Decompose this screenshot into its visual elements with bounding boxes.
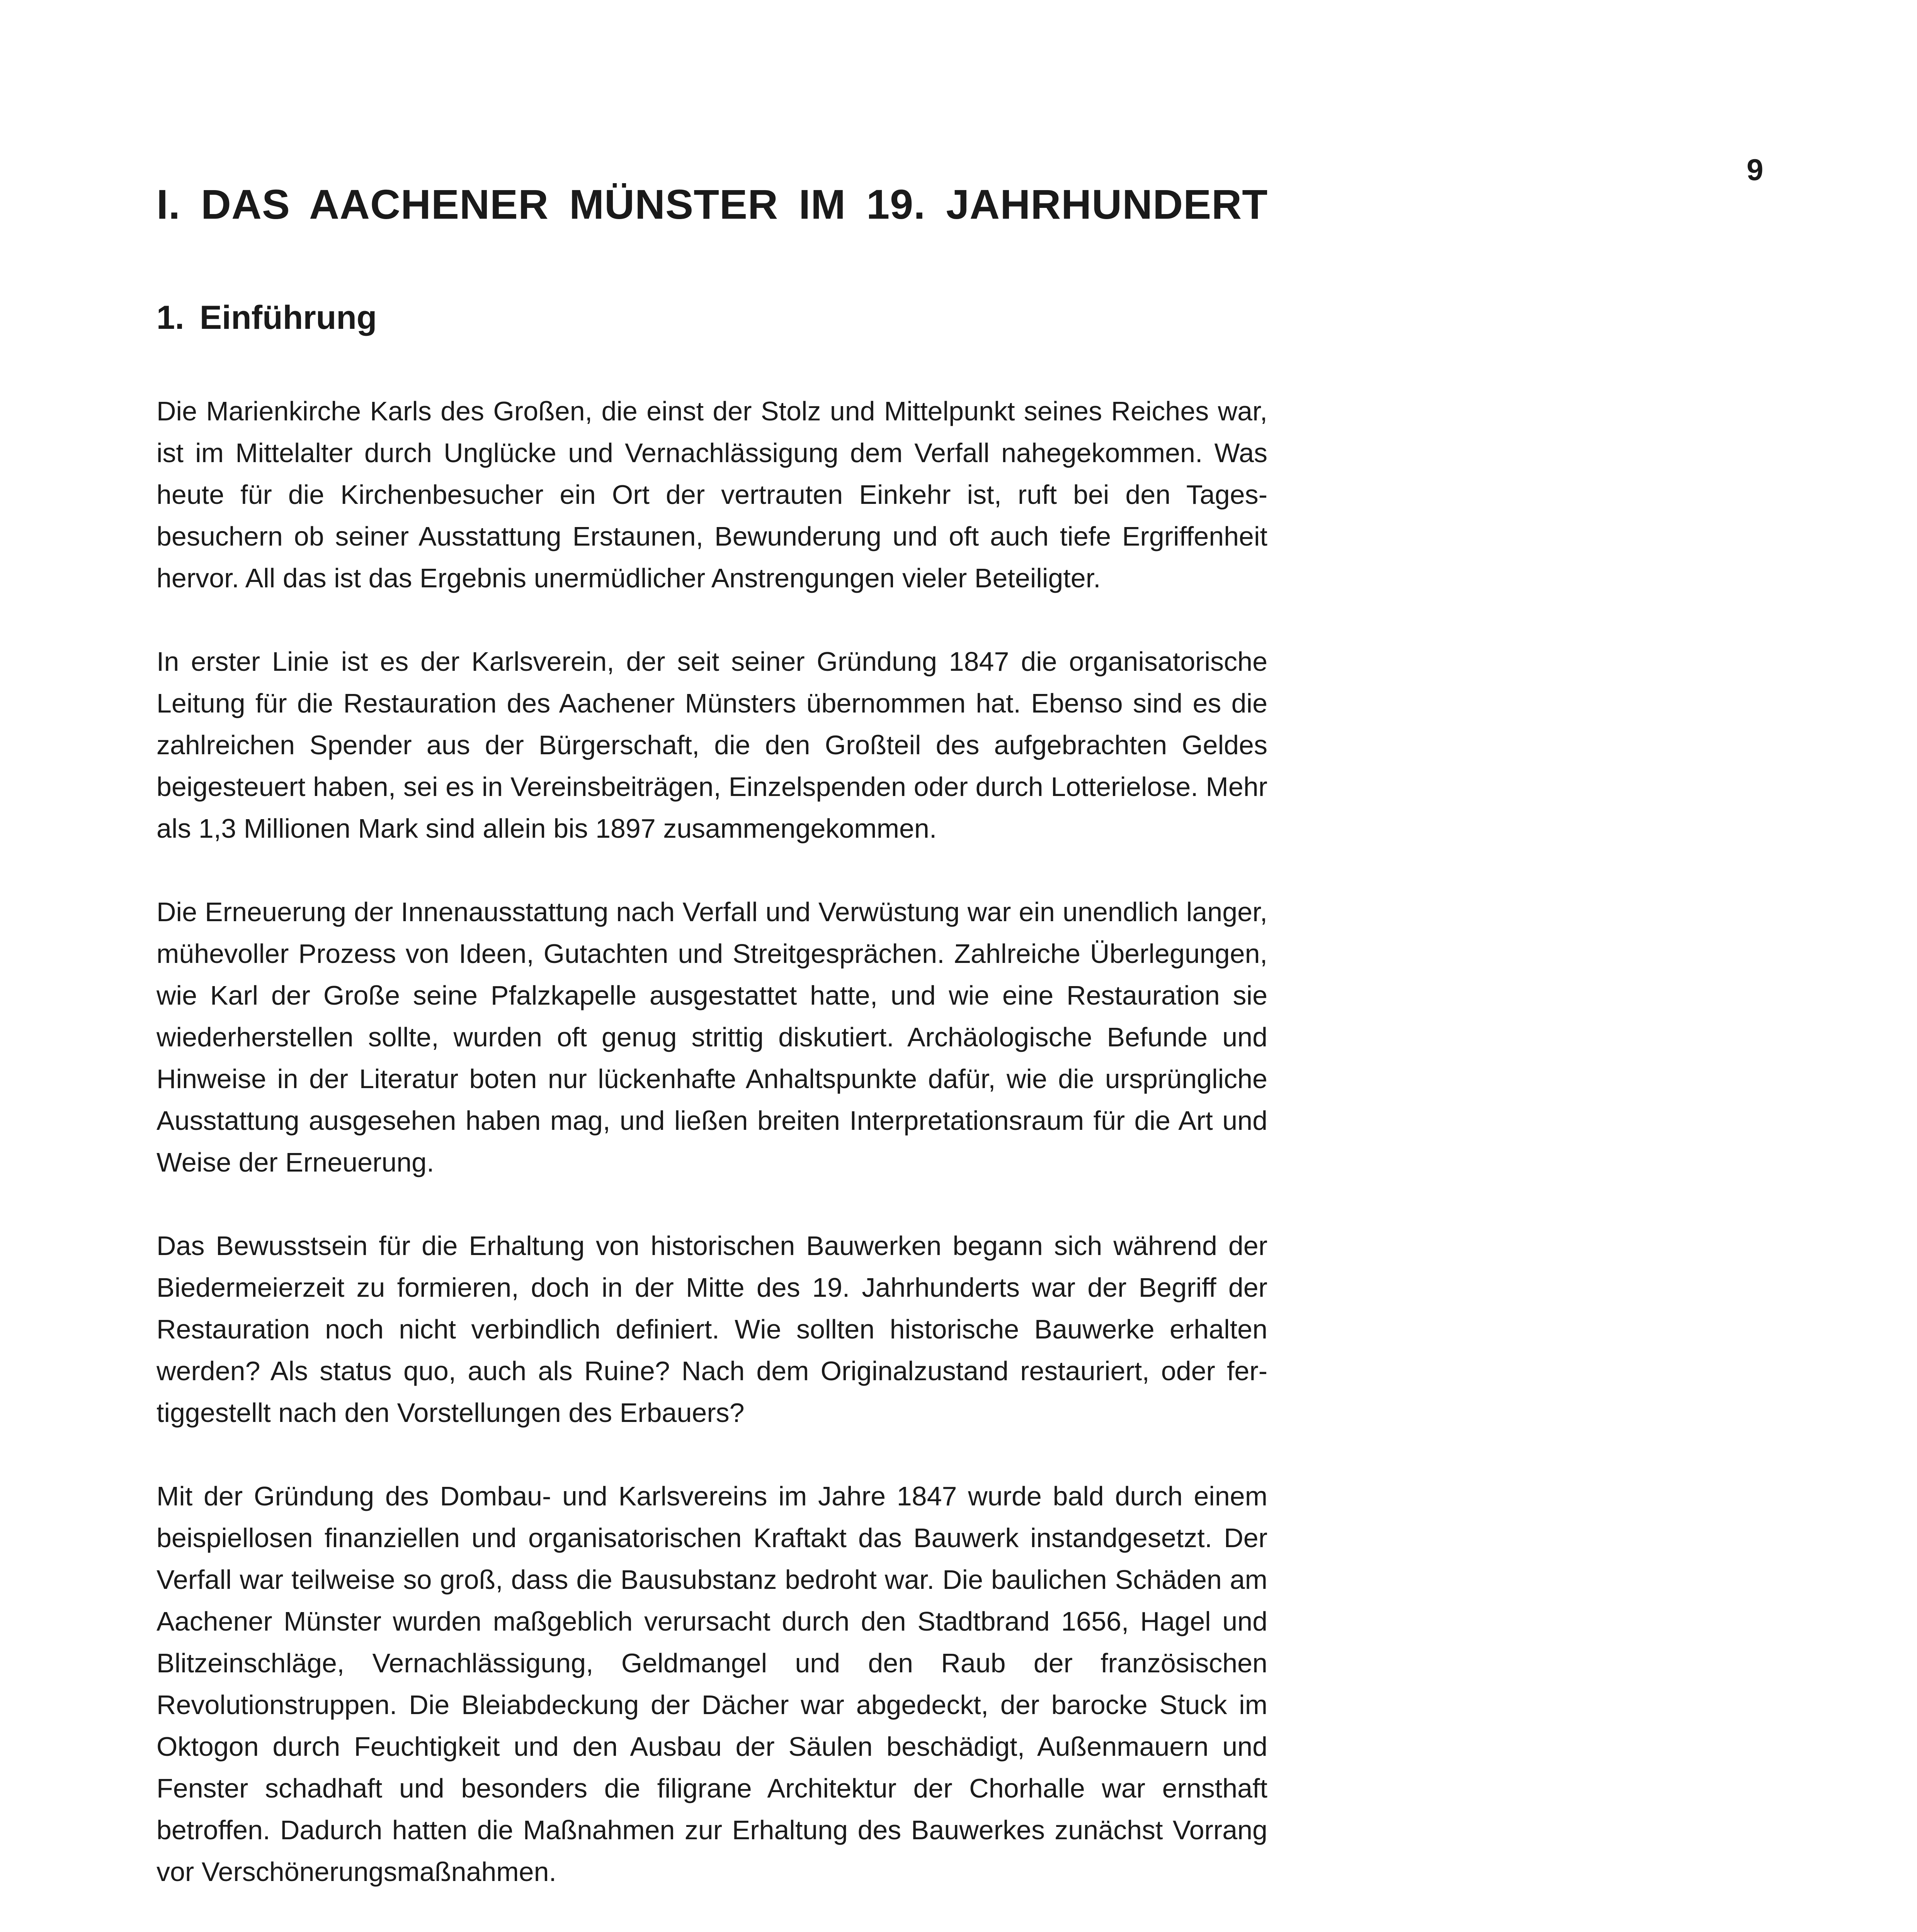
paragraph: Mit der Gründung des Dombau- und Karlsvereins im Jahre 1847 wurde bald durch einem beispiellosen finanziellen und organisatorischen Kraftakt das Bauwerk instandgesetzt. Der Verfall war teilweise so groß, dass die Bausubstanz bedroht war. Die baulichen Schäden am Aachener Münster wurden maßgeblich verursacht durch den Stadtbrand 1656, Hagel und Blitzeinschläge, Vernachlässigung, Geldmangel und den Raub der französischen Revolutionstruppen. Die Bleiabdeckung der Dächer war abgedeckt, der barocke Stuck im Oktogon durch Feuchtigkeit und den Ausbau der Säulen beschädigt, Außenmauern und Fenster schadhaft und besonders die filigrane Architektur der Chorhalle war ernsthaft betroffen. Dadurch hatten die Maßnahmen zur Erhaltung des Bauwerkes zunächst Vorrang vor Verschönerungsmaßnahmen.	[156, 1481, 1267, 1887]
body-text	[156, 390, 1267, 1932]
section-title	[156, 299, 377, 336]
paragraph: In erster Linie ist es der Karlsverein, der seit seiner Gründung 1847 die organisatorische Leitung für die Restauration des Aachener Münsters übernommen hat. Ebenso sind es die zahlreichen Spender aus der Bürgerschaft, die den Großteil des aufgebrachten Geldes beigesteuert haben, sei es in Vereinsbeiträgen, Einzelspenden oder durch Lotterielose. Mehr als 1,3 Millionen Mark sind allein bis 1897 zusammengekommen.	[156, 646, 1267, 844]
section-title-text: Einführung	[199, 299, 377, 336]
paragraph: Die Marienkirche Karls des Großen, die einst der Stolz und Mittelpunkt seines Reiches war, ist im Mittelalter durch Unglücke und Vernachlässigung dem Verfall nahegekommen. Was heute für die Kirchenbesucher ein Ort der vertrauten Einkehr ist, ruft bei den Tagesbesuchern ob seiner Ausstattung Erstaunen, Bewunderung und oft auch tiefe Ergriffenheit hervor. All das ist das Ergebnis unermüdlicher Anstrengungen vieler Beteiligter.	[156, 396, 1267, 593]
paragraph: Das Bewusstsein für die Erhaltung von historischen Bauwerken begann sich während der Biedermeierzeit zu formieren, doch in der Mitte des 19. Jahrhunderts war der Begriff der Restauration noch nicht verbindlich definiert. Wie sollten historische Bauwerke erhalten werden? Als status quo, auch als Ruine? Nach dem Originalzustand restauriert, oder fertiggestellt nach den Vorstellungen des Erbauers?	[156, 1231, 1267, 1428]
chapter-number: I.	[156, 181, 181, 228]
section-number: 1.	[156, 299, 184, 336]
chapter-title	[156, 182, 1268, 228]
page-number: 9	[1747, 153, 1764, 187]
chapter-title-text: DAS AACHENER MÜNSTER IM 19. JAHRHUNDERT	[201, 181, 1268, 228]
paragraph: Die Erneuerung der Innenausstattung nach Verfall und Verwüstung war ein unendlich langer, mühevoller Prozess von Ideen, Gutachten und Streitgesprächen. Zahlreiche Überlegungen, wie Karl der Große seine Pfalzkapelle ausgestattet hatte, und wie eine Restauration sie wiederherstellen sollte, wurden oft genug strittig diskutiert. Archäologische Befunde und Hinweise in der Literatur boten nur lückenhafte Anhaltspunkte dafür, wie die ursprüngliche Ausstattung ausgesehen haben mag, und ließen breiten Interpretationsraum für die Art und Weise der Erneuerung.	[156, 897, 1267, 1177]
